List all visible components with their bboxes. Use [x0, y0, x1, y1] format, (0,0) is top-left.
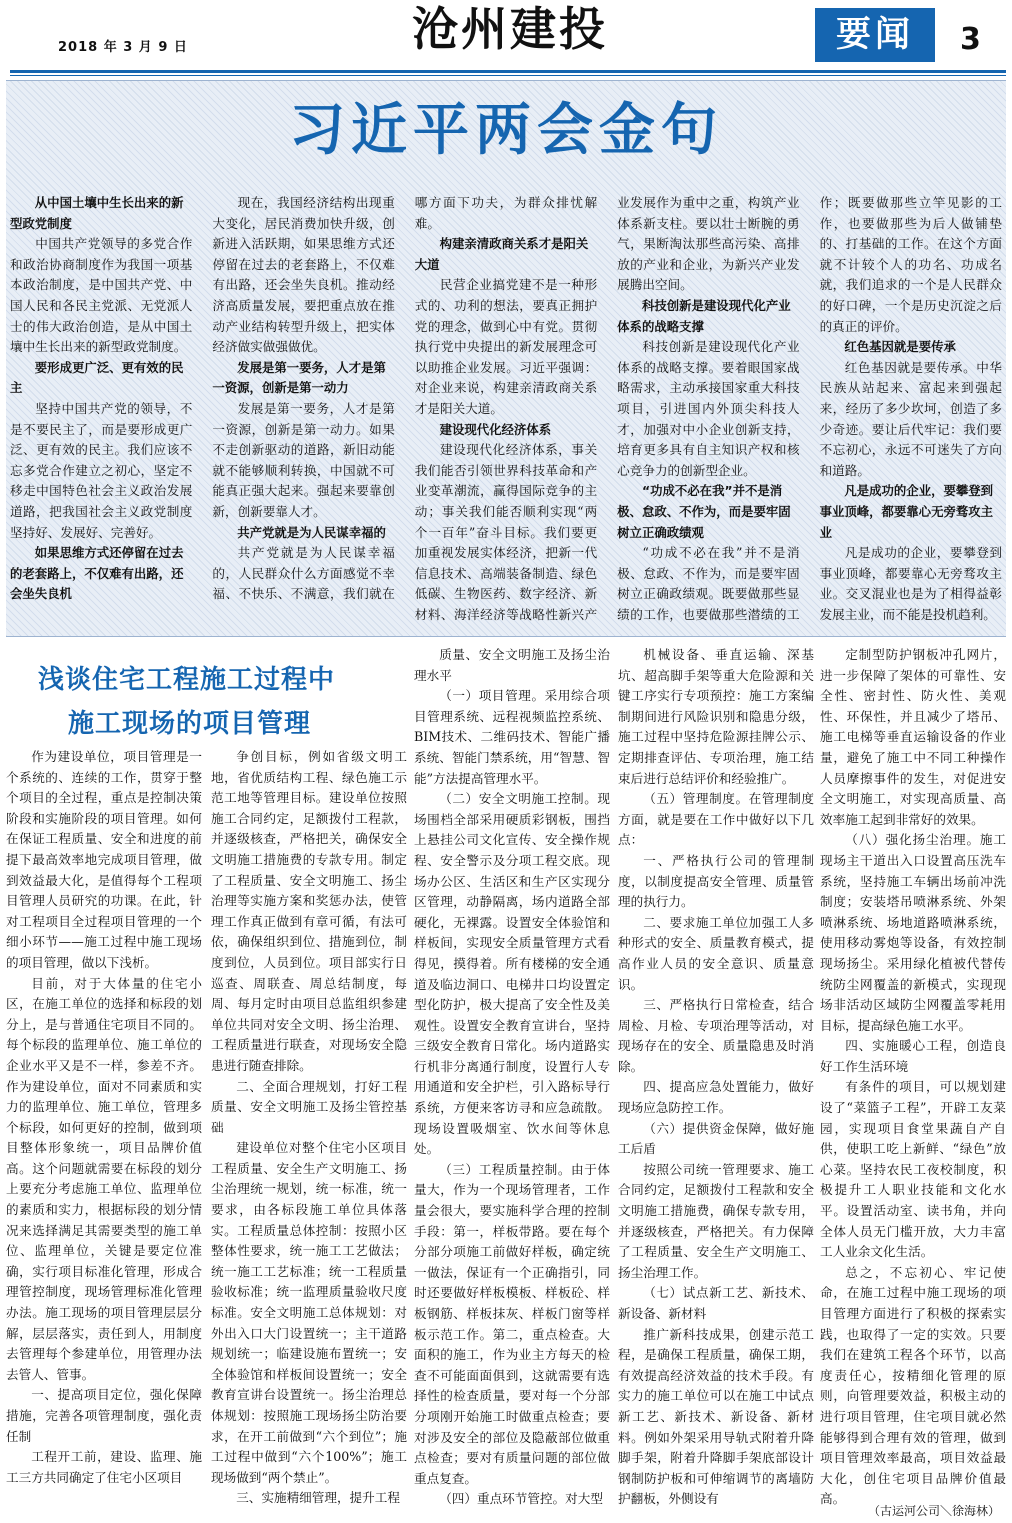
article-paragraph: （六）提供资金保障，做好施工后盾	[618, 1120, 814, 1157]
article-title-line-2: 施工现场的项目管理	[68, 709, 312, 739]
feature-panel	[6, 80, 1006, 637]
article-paragraph: 按照公司统一管理要求、施工合同约定，足额拨付工程款和安全文明施工措施费，确保专款专用，并逐级核查，严格把关。有力保障了工程质量、安全生产文明施工、扬尘治理工作。	[618, 1161, 814, 1280]
quote-heading: 从中国土壤中生长出来的新型政党制度	[10, 195, 184, 231]
article-paragraph: 有条件的项目，可以规划建设了“菜篮子工程”，开辟工友菜园，实现项目食堂果蔬自产自供，使职工吃上新鲜、“绿色”放心菜。坚持农民工夜校制度，积极提升工人职业技能和文化水平。设置活动室、读书角，并向全体人员无门槛开放，大力丰富工人业余文化生活。	[820, 1079, 1006, 1260]
article-column-4	[618, 645, 814, 1517]
article-paragraph: 二、要求施工单位加强工人多种形式的安全、质量教育模式，提高作业人员的安全意识、质量意识。	[618, 914, 814, 992]
article-paragraph: （四）重点环节管控。对大型	[439, 1491, 603, 1507]
article-paragraph: 定制型防护钢板冲孔网片，进一步保障了架体的可靠性、安全性、密封性、防火性、美观性、环保性，并且减少了塔吊、施工电梯等垂直运输设备的作业量，避免了施工中不同工种操作人员摩擦事件的发生，对促进安全文明施工，对实现高质量、高效率施工起到非常好的效果。	[820, 647, 1006, 827]
article-paragraph: 质量、安全文明施工及扬尘治理水平	[414, 647, 610, 683]
quote-heading: 建设现代化经济体系	[439, 421, 552, 437]
header-rule-thin	[10, 75, 1006, 76]
quote-paragraph: 共产党就是为人民谋幸福的，人民群众什么方面感觉不幸福、不快乐、不满意，我们就在哪方面下功夫，为群众排忧解难。	[212, 195, 598, 602]
article-column-1	[6, 747, 202, 1517]
quote-heading: 红色基因就是要传承	[844, 339, 956, 355]
feature-columns	[6, 193, 1006, 633]
quote-heading: “功成不必在我”并不是消极、怠政、不作为，而是要牢固树立正确政绩观	[617, 483, 791, 540]
quote-heading: 构建亲清政商关系才是阳关大道	[414, 236, 589, 272]
article-paragraph: 三、严格执行日常检查，结合周检、月检、专项治理等活动，对现场存在的安全、质量隐患及时消除。	[618, 997, 814, 1074]
article-paragraph: 推广新科技成果，创建示范工程，是确保工程质量，确保工期，有效提高经济效益的技术手段。有实力的施工单位可以在施工中试点新工艺、新技术、新设备、新材料。例如外架采用导轨式附着升降脚手架，附着升降脚手架底部设计钢制防护板和可伸缩调节的离墙防护翻板，外侧设有	[618, 1326, 814, 1507]
article-paragraph: 争创目标，例如省级文明工地，省优质结构工程、绿色施工示范工地等管理目标。建设单位按照施工合同约定，足额拨付工程款，并逐级核查，严格把关，确保安全文明施工措施费的专款专用。制定了工程质量、安全文明施工、扬尘治理等实施方案和奖惩办法，使管理工作真正做到有章可循，有法可依，确保组织到位、措施到位，制度到位，人员到位。项目部实行日巡查、周联查、周总结制度，每周、每月定时由项目总监组织参建单位共同对安全文明、扬尘治理、工程质量进行联查，对现场安全隐患进行随查排除。	[211, 749, 407, 1073]
article-paragraph: 总之，不忘初心、牢记使命，在施工过程中施工现场的项目管理方面进行了积极的探索实践，也取得了一定的实效。只要我们在建筑工程各个环节，以高度责任心，按精细化管理的原则，向管理要效益，积极主动的进行项目管理，住宅项目就必然能够得到合理有效的管理，做到项目管理效率最高，项目效益最大化，创住宅项目品牌价值最高。	[820, 1264, 1006, 1507]
article-paragraph: （二）安全文明施工控制。现场围档全部采用硬质彩钢板，围挡上悬挂公司文化宣传、安全操作规程、安全警示及分项工程交底。现场办公区、生活区和生产区实现分区管理，动静隔离，场内道路全部硬化，无裸露。设置安全体验馆和样板间，实现安全质量管理方式看得见，摸得着。所有楼梯的安全通道及临边洞口、电梯井口均设置定型化防护，极大提高了安全性及美观性。设置安全教育宣讲台，坚持三级安全教育日常化。场内道路实行机非分离通行制度，设置行人专用通道和安全护栏，引入路标导行系统，方便来客访寻和应急疏散。现场设置吸烟室、饮水间等休息处。	[414, 791, 610, 1157]
quote-heading: 要形成更广泛、更有效的民主	[10, 359, 184, 396]
quote-paragraph: 科技创新是建设现代化产业体系的战略支撑。要着眼国家战略需求，主动承接国家重大科技项目，引进国内外顶尖科技人才，加强对中小企业创新支持，培育更多具有自主知识产权和核心竞争力的创新型企业。	[617, 339, 800, 478]
quote-paragraph: 现在，我国经济结构出现重大变化，居民消费加快升级，创新进入活跃期，如果思维方式还停留在过去的老套路上，不仅难有出路，还会坐失良机。推动经济高质量发展，要把重点放在推动产业结构转型升级上，把实体经济做实做强做优。	[212, 195, 395, 355]
quote-paragraph: 民营企业搞党建不是一种形式的、功利的想法，要真正拥护党的理念，做到心中有党。贯彻执行党中央提出的新发展理念可以助推企业发展。习近平强调：对企业来说，构建亲清政商关系才是阳关大道。	[414, 277, 598, 416]
article-paragraph: （七）试点新工艺、新技术、新设备、新材料	[618, 1285, 814, 1321]
article-paragraph: 机械设备、垂直运输、深基坑、超高脚手架等重大危险源和关键工序实行专项预控：施工方案编制期间进行风险识别和隐患分级，施工过程中坚持危险源挂牌公示、定期排查评估、专项治理，施工结束后进行总结评价和经验推广。	[618, 647, 814, 786]
article-paragraph: （五）管理制度。在管理制度方面，就是要在工作中做好以下几点：	[618, 791, 814, 848]
quote-heading: 凡是成功的企业，要攀登到事业顶峰，都要靠心无旁骛攻主业	[819, 483, 994, 540]
header-rule	[10, 70, 1006, 73]
quote-heading: 发展是第一要务，人才是第一资源，创新是第一动力	[212, 359, 386, 396]
article-paragraph: 四、提高应急处置能力，做好现场应急防控工作。	[618, 1079, 814, 1116]
article-paragraph: 建设单位对整个住宅小区项目工程质量、安全生产文明施工、扬尘治理统一规划，统一标准，统一要求，由各标段施工单位具体落实。工程质量总体控制：按照小区整体性要求，统一施工工艺做法；统一施工工艺标准；统一工程质量验收标准；统一监理质量验收尺度标准。安全文明施工总体规划：对外出入口大门设置统一；主干道路规划统一；临建设施布置统一；安全体验馆和样板间设置统一；安全教育宣讲台设置统一。扬尘治理总体规划：按照施工现场扬尘防治要求，在开工前做到“六个到位”；施工过程中做到“六个100%”；施工现场做到“两个禁止”。	[211, 1140, 407, 1485]
quote-paragraph: “功成不必在我”并不是消极、怠政、不作为，而是要牢固树立正确政绩观。既要做那些显绩的工作，也要做那些潜绩的工作；既要做那些立竿见影的工作，也要做那些为后人做铺垫的、打基础的工作。在这个方面就不计较个人的功名、功成名就，我们追求的一个是人民群众的好口碑，一个是历史沉淀之后的真正的评价。	[617, 195, 1002, 622]
article-paragraph: 作为建设单位，项目管理是一个系统的、连续的工作，贯穿于整个项目的全过程，重点是控制决策阶段和实施阶段的项目管理。如何在保证工程质量、安全和进度的前提下最高效率地完成项目管理，做到效益最大化，是值得每个工程项目管理人员研究的功课。在此，针对工程项目全过程项目管理的一个细小环节——施工过程中施工现场的项目管理，做以下浅析。	[6, 749, 202, 970]
article-column-2	[211, 747, 407, 1517]
quote-heading: 共产党就是为人民谋幸福的	[237, 524, 386, 540]
article-column-5	[820, 645, 1006, 1507]
article-paragraph: 二、全面合理规划，打好工程质量、安全文明施工及扬尘管控基础	[211, 1078, 407, 1135]
quote-paragraph: 中国共产党领导的多党合作和政治协商制度作为我国一项基本政治制度，是中国共产党、中国人民和各民主党派、无党派人士的伟大政治创造，是从中国土壤中生长出来的新型政党制度。	[10, 236, 193, 355]
article-paragraph: 目前，对于大体量的住宅小区，在施工单位的选择和标段的划分上，是与普通住宅项目不同的。每个标段的监理单位、施工单位的企业水平又是不一样，参差不齐。作为建设单位，面对不同素质和实力的监理单位、施工单位，管理多个标段，如何更好的控制，做到项目整体形象统一，项目品牌价值高。这个问题就需要在标段的划分上要充分考虑施工单位、监理单位的素质和实力，根据标段的划分情况来选择满足其需要类型的施工单位、监理单位，关键是要定位准确，实行项目标准化管理，形成合理管控制度，现场管理标准化管理办法。施工现场的项目管理层层分解，层层落实，责任到人，用制度去管理每个参建单位，用管理办法去管人、管事。	[6, 975, 202, 1382]
newspaper-name: 沧州建投	[412, 2, 608, 56]
section-badge: 要闻	[815, 8, 935, 62]
quote-paragraph: 坚持中国共产党的领导，不是不要民主了，而是要形成更广泛、更有效的民主。我们应该不忘多党合作建立之初心，坚定不移走中国特色社会主义政治发展道路，把我国社会主义政党制度坚持好、发展好、完善好。	[10, 400, 193, 540]
article-paragraph: 四、实施暖心工程，创造良好工作生活环境	[820, 1038, 1006, 1074]
quote-paragraph: 凡是成功的企业，要攀登到事业顶峰，都要靠心无旁骛攻主业。交叉混业也是为了相得益彰发展主业，而不能是投机趋利。	[819, 545, 1002, 622]
article-paragraph: 一、严格执行公司的管理制度，以制度提高安全管理、质量管理的执行力。	[618, 852, 814, 910]
page-date: 2018 年 3 月 9 日	[58, 40, 188, 55]
quote-heading: 科技创新是建设现代化产业体系的战略支撑	[617, 297, 791, 334]
article-paragraph: 工程开工前，建设、监理、施工三方共同确定了住宅小区项目	[6, 1449, 202, 1485]
quote-paragraph: 发展是第一要务，人才是第一资源，创新是第一动力。如果不走创新驱动的道路，新旧动能就不能够顺利转换，中国就不可能真正强大起来。强起来要靠创新，创新要靠人才。	[212, 400, 395, 519]
article-column-3	[414, 645, 610, 1517]
article-paragraph: （八）强化扬尘治理。施工现场主干道出入口设置高压洗车系统，坚持施工车辆出场前冲洗制度；安装塔吊喷淋系统、外架喷淋系统、场地道路喷淋系统，使用移动雾炮等设备，有效控制现场扬尘。采用绿化植被代替传统防尘网覆盖的新模式，实现现场非活动区域防尘网覆盖零耗用目标，提高绿色施工水平。	[820, 832, 1006, 1033]
article-author: （古运河公司＼徐海林）	[867, 1504, 1000, 1518]
feature-title: 习近平两会金句	[289, 98, 723, 163]
article-title-line-1: 浅谈住宅工程施工过程中	[38, 665, 336, 695]
page-number: 3	[960, 22, 981, 57]
quote-paragraph: 红色基因就是要传承。中华民族从站起来、富起来到强起来，经历了多少坎坷，创造了多少奇迹。要让后代牢记：我们要不忘初心，永远不可迷失了方向和道路。	[819, 359, 1002, 478]
quote-heading: 如果思维方式还停留在过去的老套路上，不仅难有出路，还会坐失良机	[10, 545, 184, 602]
article	[6, 645, 1006, 1523]
quote-paragraph: 建设现代化经济体系，事关我们能否引领世界科技革命和产业变革潮流，赢得国际竞争的主动；事关我们能否顺利实现“两个一百年”奋斗目标。我们要更加重视发展实体经济，把新一代信息技术、高端装备制造、绿色低碳、生物医药、数字经济、新材料、海洋经济等战略性新兴产业发展作为重中之重，构筑产业体系新支柱。要以壮士断腕的勇气，果断淘汰那些高污染、高排放的产业和企业，为新兴产业发展腾出空间。	[414, 195, 800, 622]
article-paragraph: （三）工程质量控制。由于体量大，作为一个现场管理者，工作量会很大，要实施科学合理的控制手段：第一，样板带路。要在每个分部分项施工前做好样板，确定统一做法，保证有一个正确指引，同时还要做好样板模板、样板砼、样板钢筋、样板抹灰、样板门窗等样板示范工作。第二，重点检查。大面积的施工，作为业主方每天的检查不可能面面俱到，这就需要有选择性的检查质量，要对每一个分部分项刚开始施工时做重点检查；要对涉及安全的部位及隐蔽部位做重点检查；要对有质量问题的部位做重点复查。	[414, 1161, 610, 1486]
article-paragraph: 三、实施精细管理，提升工程	[236, 1490, 400, 1506]
article-paragraph: （一）项目管理。采用综合项目管理系统、远程视频监控系统、BIM技术、二维码技术、智能广播系统、智能门禁系统，用“智慧、智能”方法提高管理水平。	[414, 688, 610, 786]
article-paragraph: 一、提高项目定位，强化保障措施，完善各项管理制度，强化责任制	[6, 1387, 202, 1444]
